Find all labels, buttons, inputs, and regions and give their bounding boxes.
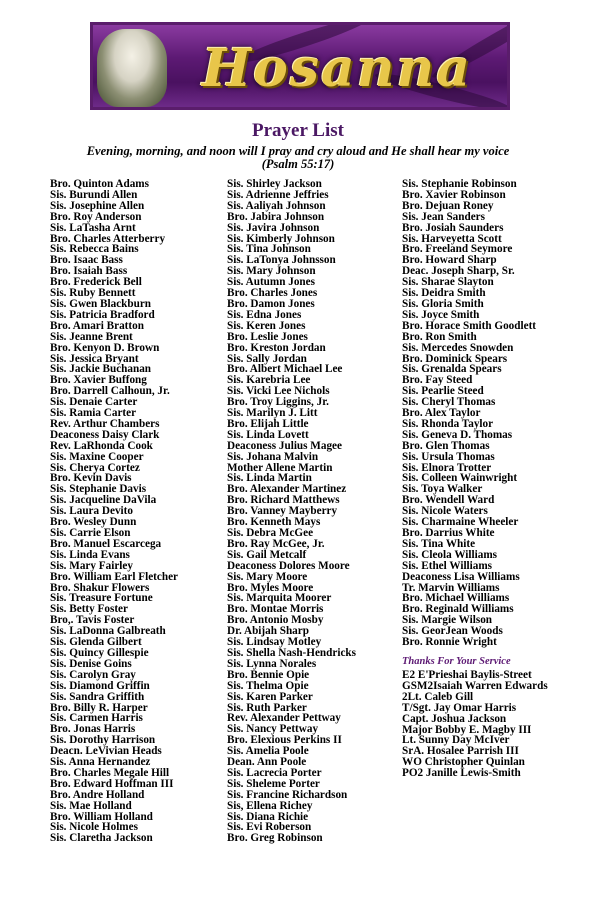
prayer-list-name: Bro. Ronnie Wright xyxy=(402,636,497,649)
prayer-list-name: Sis. Sharae Slayton xyxy=(402,276,494,289)
prayer-list-name: Deaconess Dolores Moore xyxy=(227,559,350,572)
prayer-list-name: Dr. Abijah Sharp xyxy=(227,625,309,638)
service-member-name: Major Bobby E. Magby III xyxy=(402,723,532,736)
prayer-list-name: Sis. Jeanne Brent xyxy=(50,330,133,343)
prayer-list-name: Bro. Kenyon D. Brown xyxy=(50,341,160,354)
prayer-list-name: Bro. Greg Robinson xyxy=(227,832,323,845)
prayer-list-name: Bro. Manuel Escarcega xyxy=(50,537,162,550)
prayer-list-name: Bro. Andre Holland xyxy=(50,788,145,801)
prayer-list-name: Sis. Carrie Elson xyxy=(50,527,131,539)
prayer-list-name: Sis. Thelma Opie xyxy=(227,679,309,692)
prayer-list-name: Sis. Patricia Bradford xyxy=(50,308,155,321)
prayer-list-name: Sis. Debra McGee xyxy=(227,527,314,539)
prayer-list-name: Sis. Denaie Carter xyxy=(50,396,138,409)
prayer-list-name: Sis. Tina Johnson xyxy=(227,243,311,256)
prayer-list-name: Sis. Mary Moore xyxy=(227,570,308,583)
prayer-list-name: Sis. Grenalda Spears xyxy=(402,363,502,376)
prayer-list-name: Sis. Edna Jones xyxy=(227,308,302,321)
prayer-list-name: Sis. Rebecca Bains xyxy=(50,243,139,256)
names-column-3 xyxy=(402,179,536,648)
prayer-list-name: Sis. Cheryl Thomas xyxy=(402,396,496,409)
prayer-list-name: Sis. Shella Nash-Hendricks xyxy=(227,646,356,659)
prayer-list-name: Sis. Gloria Smith xyxy=(402,297,484,310)
prayer-list-name: Sis. Josephine Allen xyxy=(50,199,145,212)
prayer-list-name: Bro. Fay Steed xyxy=(402,374,473,387)
prayer-list-name: Sis. Claretha Jackson xyxy=(50,832,153,845)
prayer-list-name: Sis. Amelia Poole xyxy=(227,745,309,758)
prayer-list-name: Sis. Denise Goins xyxy=(50,657,132,670)
prayer-list-name: Dean. Ann Poole xyxy=(227,756,307,769)
prayer-list-name: Sis. Rhonda Taylor xyxy=(402,417,494,430)
prayer-list-name: Sis. Javira Johnson xyxy=(227,221,320,234)
prayer-list-name: Sis. Adrienne Jeffries xyxy=(227,188,329,201)
prayer-list-name: Bro. Ron Smith xyxy=(402,330,477,343)
prayer-list-name: Mother Allene Martin xyxy=(227,461,333,474)
prayer-list-name: Bro. Charles Megale Hill xyxy=(50,766,170,779)
prayer-list-name: Bro. Amari Bratton xyxy=(50,319,144,332)
prayer-list-name: Bro. Wesley Dunn xyxy=(50,516,137,529)
prayer-list-name: Sis. LaTasha Arnt xyxy=(50,221,136,234)
prayer-list-name: Sis. Shirley Jackson xyxy=(227,178,322,190)
prayer-list-name: Sis. Quincy Gillespie xyxy=(50,646,149,659)
prayer-list-name: Sis. Nicole Holmes xyxy=(50,821,138,834)
prayer-list-name: Sis. Linda Lovett xyxy=(227,428,309,441)
prayer-list-name: Bro. Troy Liggins, Jr. xyxy=(227,396,329,409)
prayer-list-name: Sis. Cleola Williams xyxy=(402,548,498,561)
prayer-list-name: Bro. Michael Williams xyxy=(402,592,510,605)
prayer-list-name: Bro. Montae Morris xyxy=(227,603,324,616)
prayer-list-name: Deaconess Lisa Williams xyxy=(402,570,520,583)
service-members-list xyxy=(402,670,548,779)
service-member-name: PO2 Janille Lewis-Smith xyxy=(402,767,521,780)
prayer-list-name: Bro. Reginald Williams xyxy=(402,603,514,616)
prayer-list-name: Sis. Elnora Trotter xyxy=(402,461,492,474)
scripture-reference: (Psalm 55:17) xyxy=(261,157,335,171)
prayer-list-name: Sis. Joyce Smith xyxy=(402,308,480,321)
prayer-list-name: Bro. Glen Thomas xyxy=(402,439,490,452)
prayer-list-name: Tr. Marvin Williams xyxy=(402,581,500,594)
prayer-list-name: Bro. Frederick Bell xyxy=(50,276,142,289)
prayer-list-name: Sis. Aaliyah Johnson xyxy=(227,199,326,212)
prayer-list-name: Sis. Margie Wilson xyxy=(402,614,493,627)
prayer-list-name: Bro. Shakur Flowers xyxy=(50,581,150,594)
prayer-list-name: Sis. Pearlie Steed xyxy=(402,385,484,398)
prayer-list-name: Bro. Freeland Seymore xyxy=(402,243,513,256)
prayer-list-name: Bro. Xavier Robinson xyxy=(402,188,506,201)
prayer-list-name: Bro. Jabira Johnson xyxy=(227,210,325,223)
service-member-name: Capt. Joshua Jackson xyxy=(402,712,507,725)
prayer-list-name: Sis. GeorJean Woods xyxy=(402,625,503,638)
service-member-name: T/Sgt. Jay Omar Harris xyxy=(402,701,517,714)
prayer-list-name: Bro. Howard Sharp xyxy=(402,254,497,267)
prayer-list-name: Bro. Ray McGee, Jr. xyxy=(227,537,325,550)
prayer-list-name: Sis. Jackie Buchanan xyxy=(50,363,152,376)
prayer-list-name: Sis. Gail Metcalf xyxy=(227,548,307,561)
prayer-list-name: Bro. Darrell Calhoun, Jr. xyxy=(50,385,170,398)
prayer-list-name: Sis. Keren Jones xyxy=(227,319,306,332)
prayer-list-name: Sis. Cherya Cortez xyxy=(50,461,140,474)
prayer-list-name: Bro. Kevin Davis xyxy=(50,472,132,485)
prayer-list-name: Sis. Linda Martin xyxy=(227,472,312,485)
prayer-list-name: Sis. Ruby Bennett xyxy=(50,287,136,300)
service-member-name: 2Lt. Caleb Gill xyxy=(402,690,474,703)
service-member-name: Lt. Sunny Day McIver xyxy=(402,734,510,747)
prayer-list-name: Bro. Isaiah Bass xyxy=(50,265,128,278)
prayer-list-name: Bro. Quinton Adams xyxy=(50,178,149,190)
prayer-list-name: Sis. Tina White xyxy=(402,537,476,550)
prayer-list-name: Sis. Vicki Lee Nichols xyxy=(227,385,330,398)
prayer-list-name: Sis. Carolyn Gray xyxy=(50,668,136,681)
prayer-list-name: Bro. William Earl Fletcher xyxy=(50,570,179,583)
prayer-list-name: Bro. Elijah Little xyxy=(227,417,309,430)
prayer-list-name: Deaconess Julius Magee xyxy=(227,439,342,452)
prayer-list-name: Sis. Autumn Jones xyxy=(227,276,315,289)
prayer-list-name: Bro. Antonio Mosby xyxy=(227,614,324,627)
prayer-list-name: Sis. Treasure Fortune xyxy=(50,592,153,605)
prayer-list-name: Bro. Richard Matthews xyxy=(227,494,340,507)
prayer-list-name: Bro. Alexander Martinez xyxy=(227,483,347,496)
prayer-list-name: Bro. Josiah Saunders xyxy=(402,221,504,234)
service-member-name: SrA. Hosalee Parrish III xyxy=(402,745,519,758)
prayer-list-name: Bro. Charles Atterberry xyxy=(50,232,166,245)
prayer-list-name: Sis, Ellena Richey xyxy=(227,799,313,812)
prayer-list-name: Bro. Dominick Spears xyxy=(402,352,508,365)
prayer-list-name: Sis. Maxine Cooper xyxy=(50,450,144,463)
prayer-list-name: Deacn. LeVivian Heads xyxy=(50,745,162,758)
prayer-list-name: Sis. Marquita Moorer xyxy=(227,592,332,605)
prayer-list-name: Sis. Jacqueline DaVila xyxy=(50,494,157,507)
prayer-list-name: Bro. Xavier Buffong xyxy=(50,374,147,387)
prayer-list-name: Sis. LaDonna Galbreath xyxy=(50,625,166,638)
prayer-list-name: Sis. Nancy Pettway xyxy=(227,723,319,736)
prayer-list-name: Sis. Francine Richardson xyxy=(227,788,348,801)
service-member-name: GSM2Isaiah Warren Edwards xyxy=(402,679,548,692)
prayer-list-name: Bro. Kreston Jordan xyxy=(227,341,326,354)
prayer-list-name: Bro. Darrius White xyxy=(402,527,495,539)
prayer-list-name: Bro. Isaac Bass xyxy=(50,254,123,267)
prayer-list-name: Sis. Mae Holland xyxy=(50,799,132,812)
prayer-list-name: Bro. Damon Jones xyxy=(227,297,315,310)
prayer-list-name: Bro. Bennie Opie xyxy=(227,668,310,681)
prayer-list-name: Sis. Lindsay Motley xyxy=(227,636,322,649)
prayer-list-name: Sis. Johana Malvin xyxy=(227,450,319,463)
prayer-list-name: Sis. Ramia Carter xyxy=(50,407,137,420)
thanks-heading: Thanks For Your Service xyxy=(402,656,511,667)
prayer-list-name: Sis. Ethel Williams xyxy=(402,559,493,572)
prayer-list-name: Sis. Marilyn J. Litt xyxy=(227,407,318,420)
prayer-list-name: Sis. Sheleme Porter xyxy=(227,777,320,790)
prayer-list-name: Sis. Nicole Waters xyxy=(402,505,488,518)
prayer-list-name: Sis. Mary Johnson xyxy=(227,265,316,278)
prayer-list-name: Bro,. Tavis Foster xyxy=(50,614,135,627)
prayer-list-name: Sis. Linda Evans xyxy=(50,548,130,561)
prayer-list-name: Sis. Diamond Griffin xyxy=(50,679,150,692)
banner-brand: Hosanna xyxy=(201,37,473,99)
prayer-list-name: Rev. Arthur Chambers xyxy=(50,417,160,430)
prayer-list-name: Sis. Karen Parker xyxy=(227,690,313,703)
prayer-list-name: Sis. Colleen Wainwright xyxy=(402,472,518,485)
prayer-list-name: Bro. Albert Michael Lee xyxy=(227,363,343,376)
prayer-list-name: Sis. Mercedes Snowden xyxy=(402,341,514,354)
prayer-list-name: Bro. Leslie Jones xyxy=(227,330,308,343)
prayer-list-name: Sis. Stephanie Davis xyxy=(50,483,147,496)
prayer-list-name: Sis. Mary Fairley xyxy=(50,559,133,572)
prayer-list-name: Sis. Diana Richie xyxy=(227,810,309,823)
prayer-list-name: Sis. Stephanie Robinson xyxy=(402,178,517,190)
prayer-list-name: Sis. Evi Roberson xyxy=(227,821,312,834)
prayer-list-name: Rev. Alexander Pettway xyxy=(227,712,341,725)
page-title: Prayer List xyxy=(252,120,344,141)
names-column-2 xyxy=(227,179,356,844)
prayer-list-name: Bro. Myles Moore xyxy=(227,581,314,594)
prayer-list-name: Sis. Glenda Gilbert xyxy=(50,636,142,649)
prayer-list-name: Sis. Sally Jordan xyxy=(227,352,307,365)
prayer-list-name: Sis. Jessica Bryant xyxy=(50,352,139,365)
prayer-list-name: Sis. Anna Hernandez xyxy=(50,756,151,769)
prayer-list-name: Sis. Lacrecia Porter xyxy=(227,766,322,779)
prayer-list-name: Sis. Dorothy Harrison xyxy=(50,734,156,747)
prayer-list-name: Bro. Vanney Mayberry xyxy=(227,505,338,518)
service-member-name: E2 E'Prieshai Baylis-Street xyxy=(402,669,532,681)
prayer-list-name: Sis. Laura Devito xyxy=(50,505,133,518)
prayer-list-name: Sis. Deidra Smith xyxy=(402,287,486,300)
prayer-list-name: Bro. Charles Jones xyxy=(227,287,318,300)
prayer-list-name: Bro. Elexious Perkins II xyxy=(227,734,342,747)
prayer-list-name: Sis. Kimberly Johnson xyxy=(227,232,335,245)
prayer-list-name: Bro. Horace Smith Goodlett xyxy=(402,319,537,332)
prayer-list-name: Sis. Lynna Norales xyxy=(227,657,317,670)
prayer-list-name: Sis. Gwen Blackburn xyxy=(50,297,152,310)
scripture-text: Evening, morning, and noon will I pray and cry aloud and He shall hear my voice xyxy=(86,144,510,158)
prayer-list-name: Sis. Betty Foster xyxy=(50,603,128,616)
dove-with-palm-icon xyxy=(97,29,167,107)
prayer-list-name: Bro. Roy Anderson xyxy=(50,210,142,223)
prayer-list-name: Sis. Ruth Parker xyxy=(227,701,307,714)
prayer-list-name: Bro. Jonas Harris xyxy=(50,723,136,736)
prayer-list-name: Deaconess Daisy Clark xyxy=(50,428,160,441)
prayer-list-name: Bro. Edward Hoffman III xyxy=(50,777,174,790)
prayer-list-name: Sis. Charmaine Wheeler xyxy=(402,516,519,529)
prayer-list-name: Sis. Carmen Harris xyxy=(50,712,143,725)
prayer-list-name: Sis. LaTonya Johnsson xyxy=(227,254,336,267)
names-column-1 xyxy=(50,179,178,844)
prayer-list-name: Sis. Karebria Lee xyxy=(227,374,311,387)
prayer-list-name: Bro. Kenneth Mays xyxy=(227,516,321,529)
prayer-list-name: Bro. Billy R. Harper xyxy=(50,701,148,714)
prayer-list-name: Bro. Dejuan Roney xyxy=(402,199,494,212)
service-member-name: WO Christopher Quinlan xyxy=(402,756,525,769)
hosanna-banner xyxy=(90,22,510,110)
prayer-list-name: Rev. LaRhonda Cook xyxy=(50,439,153,452)
prayer-list-name: Sis. Sandra Griffith xyxy=(50,690,145,703)
scripture-quote xyxy=(30,145,566,171)
prayer-list-name: Sis. Jean Sanders xyxy=(402,210,485,223)
prayer-list-name: Deac. Joseph Sharp, Sr. xyxy=(402,265,515,278)
prayer-list-name: Bro. Alex Taylor xyxy=(402,407,481,420)
prayer-list-name: Sis. Ursula Thomas xyxy=(402,450,495,463)
prayer-list-name: Bro. William Holland xyxy=(50,810,153,823)
prayer-list-name: Bro. Wendell Ward xyxy=(402,494,495,507)
prayer-list-name: Sis. Burundi Allen xyxy=(50,188,138,201)
prayer-list-name: Sis. Toya Walker xyxy=(402,483,483,496)
prayer-list-name: Sis. Harveyetta Scott xyxy=(402,232,502,245)
prayer-list-name: Sis. Geneva D. Thomas xyxy=(402,428,513,441)
